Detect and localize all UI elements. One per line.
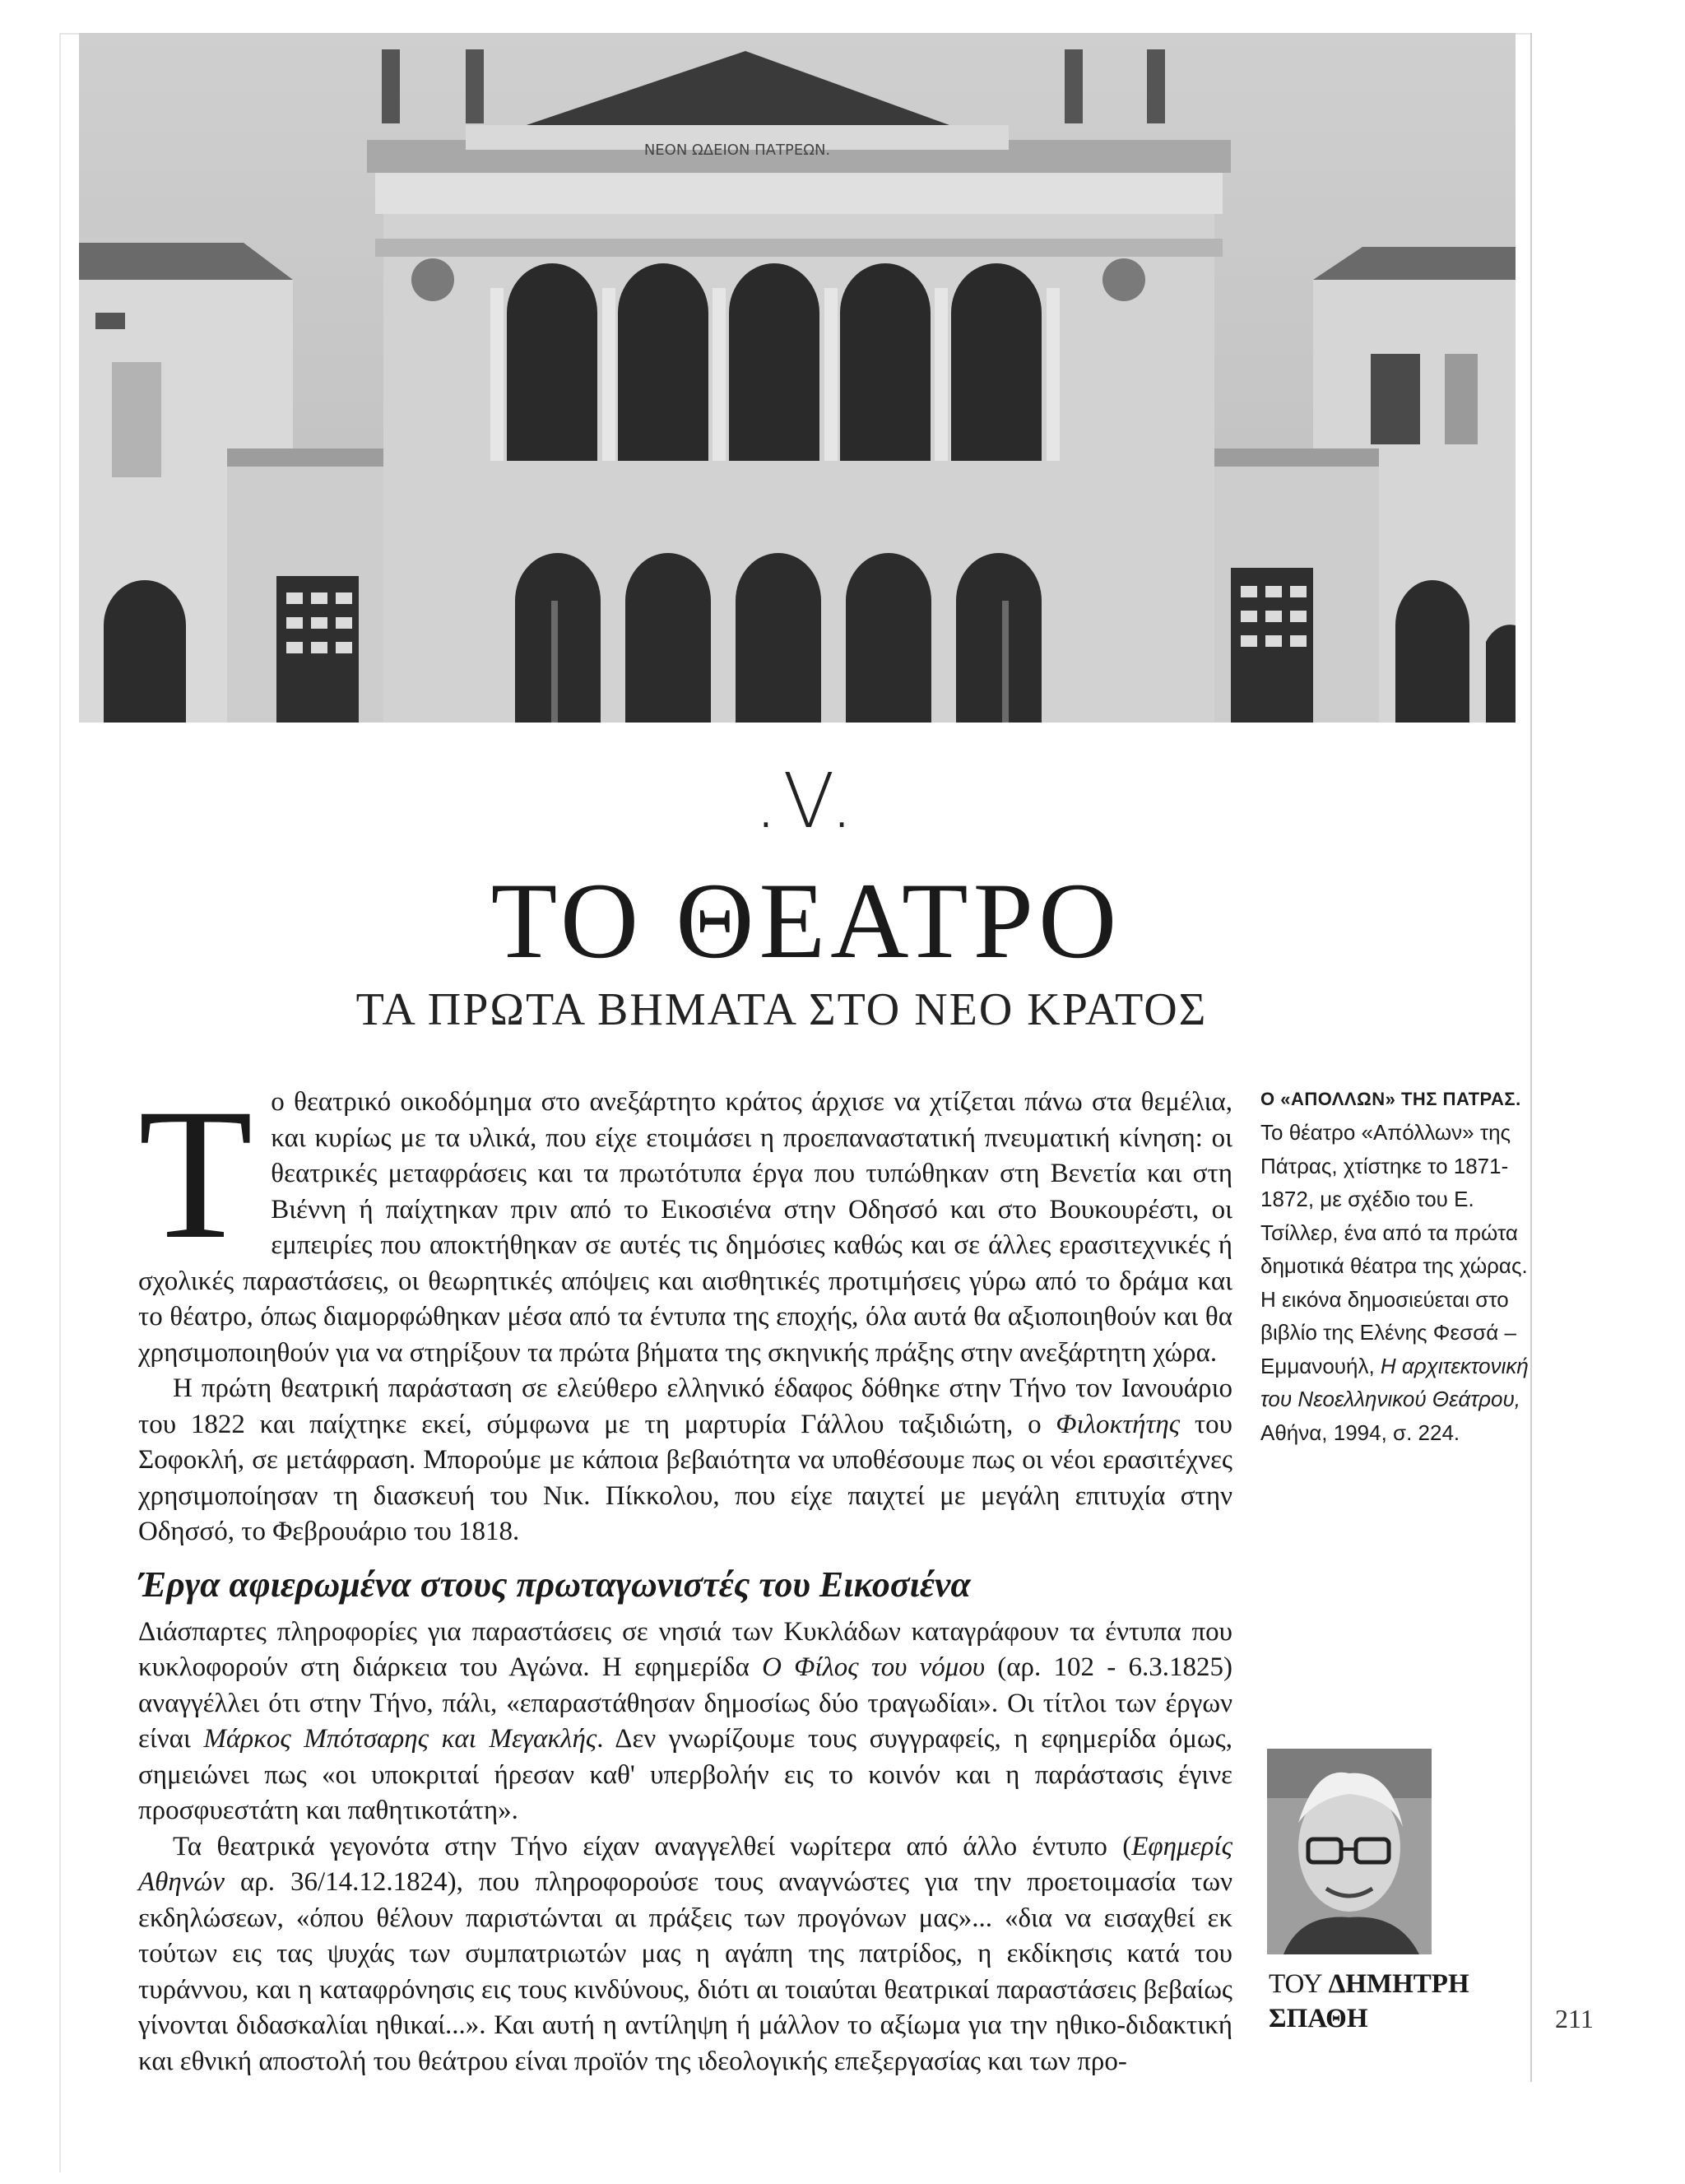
text-run: αρ. 36/14.12.1824), που πληροφορούσε τους αναγνώστες για την προετοιμασία των εκδηλώσεων, «όπου θέλουν παριστώνται αι πράξεις των προγόνων μας»... «δια να εισαχθεί εκ τούτων εις τας ψυχάς των συμπατριωτών μας η αγάπη της πατρίδος, η εκδίκησις κατά του τυράννου, και η καταφρόνησις εις τους κινδύνους, διότι αι τοιαύται θεατρικαί παραστάσεις βεβαίως γίνονται διδασκαλίαι ηθικαί...». Και αυτή η αντίληψη ή μάλλον το αξίωμα για την ηθικο-διδακτική και εθνική αποστολή του θεάτρου είναι προϊόν της ιδεολογικής επεξεργασίας και των προ- bbox=[138, 1867, 1232, 2076]
chapter-number: .V. bbox=[754, 757, 859, 845]
caption-heading: Ο «ΑΠΟΛΛΩΝ» ΤΗΣ ΠΑΤΡΑΣ. bbox=[1260, 1089, 1521, 1109]
page-frame-left bbox=[59, 33, 61, 2172]
caption-source-title: Η αρχιτεκτονική του Νεοελληνικού Θεάτρου, bbox=[1260, 1353, 1529, 1411]
paragraph-first-performance bbox=[138, 1371, 1232, 1550]
author-last-name: ΣΠΑΘΗ bbox=[1269, 2004, 1368, 2033]
newspaper-title: Ο Φίλος του νόμου bbox=[762, 1652, 986, 1682]
work-title: Φιλοκτήτης bbox=[1056, 1409, 1181, 1439]
caption-source-rest: Αθήνα, 1994, σ. 224. bbox=[1260, 1420, 1460, 1445]
page-number: 211 bbox=[1555, 2004, 1594, 2033]
newspaper-title: Εφημερίς Αθηνών bbox=[138, 1831, 1232, 1897]
section-heading: Έργα αφιερωμένα στους πρωταγωνιστές του Εικοσιένα bbox=[138, 1564, 971, 1605]
paragraph-tinos bbox=[138, 1829, 1232, 2080]
author-prefix: ΤΟΥ bbox=[1269, 1969, 1329, 1999]
text-run: Η πρώτη θεατρική παράσταση σε ελεύθερο ελληνικό έδαφος δόθηκε στην Τήνο τον Ιανουάριο του 1822 και παίχτηκε εκεί, σύμφωνα με τη μαρτυρία Γάλλου ταξιδιώτη, ο bbox=[138, 1373, 1232, 1439]
paragraph-intro bbox=[138, 1071, 1232, 1371]
text-run: (αρ. 102 - 6.3.1825) αναγγέλλει ότι στην Τήνο, πάλι, «επαραστάθησαν δημοσίως δύο τραγωδίαι». Οι τίτλοι των έργων είναι bbox=[138, 1652, 1232, 1754]
author-byline bbox=[1269, 1967, 1516, 2036]
text-run: Διάσπαρτες πληροφορίες για παραστάσεις σε νησιά των Κυκλάδων καταγράφουν τα έντυπα που κυκλοφορούν στη διάρκεια του Αγώνα. Η εφημερίδα bbox=[138, 1616, 1232, 1682]
page-frame-right bbox=[1530, 33, 1532, 2082]
facade-inscription: ΝΕΟΝ ΩΔΕΙΟΝ ΠΑΤΡΕΩΝ. bbox=[643, 142, 831, 159]
text-run: Τα θεατρικά γεγονότα στην Τήνο είχαν αναγγελθεί νωρίτερα από άλλο έντυπο ( bbox=[173, 1831, 1132, 1861]
author-portrait bbox=[1267, 1749, 1432, 1954]
text-run: του Σοφοκλή, σε μετάφραση. Μπορούμε με κάποια βεβαιότητα να υποθέσουμε πως οι νέοι ερασιτέχνες χρησιμοποίησαν τη διασκευή του Νικ. Πίκκολου, που είχε παιχτεί με μεγάλη επιτυχία στην Οδησσό, το Φεβρουάριο του 1818. bbox=[138, 1409, 1232, 1546]
paragraph-intro-text: ο θεατρικό οικοδόμημα στο ανεξάρτητο κράτος άρχισε να χτίζεται πάνω στα θεμέλια, και κυρίως με τα υλικά, που είχε ετοιμάσει η προεπαναστατική πνευματική κίνηση: οι θεατρικές μεταφράσεις και τα πρωτότυπα έργα που τυπώθηκαν στη Βενετία και στη Βιέννη ή παίχτηκαν πριν από το Εικοσιένα στην Οδησσό και στο Βουκουρέστι, οι εμπειρίες που αποκτήθηκαν σε αυτές τις δημόσιες καθώς και σε άλλες ερασιτεχνικές ή σχολικές παραστάσεις, οι θεωρητικές απόψεις και αισθητικές προτιμήσεις γύρω από το δράμα και το θέατρο, όπως διαμορφώθηκαν μέσα από τα έντυπα της εποχής, όλα αυτά θα αξιοποιηθούν και θα χρησιμοποιηθούν για να στηρίξουν τα πρώτα βήματα της σκηνικής πράξης στην ανεξάρτητη χώρα. bbox=[138, 1087, 1232, 1368]
caption-text: Το θέατρο «Απόλλων» της Πάτρας, χτίστηκε το 1871-1872, με σχέδιο του Ε. Τσίλλερ, ένα από τα πρώτα δημοτικά θέατρα της χώρας. Η εικόνα δημοσιεύεται στο βιβλίο της Ελένης Φεσσά – Εμμανουήλ, bbox=[1260, 1120, 1528, 1378]
drop-cap: Τ bbox=[138, 1071, 253, 1278]
paragraph-cyclades bbox=[138, 1615, 1232, 1829]
chapter-subtitle: ΤΑ ΠΡΩΤΑ ΒΗΜΑΤΑ ΣΤΟ ΝΕΟ ΚΡΑΤΟΣ bbox=[355, 984, 1208, 1035]
article-body bbox=[138, 1071, 1233, 2079]
theatre-facade-photo bbox=[79, 33, 1516, 723]
text-run: . Δεν γνωρίζουμε τους συγγραφείς, η εφημερίδα όμως, σημειώνει πως «οι υποκριταί ήρεσαν καθ' υπερβολήν εις το κοινόν και η παράστασις έγινε προσφυεστάτη και παθητικοτάτη». bbox=[138, 1724, 1233, 1825]
photo-caption bbox=[1260, 1083, 1532, 1449]
chapter-title: ΤΟ ΘΕΑΤΡΟ bbox=[490, 860, 1122, 981]
author-first-name: ΔΗΜΗΤΡΗ bbox=[1328, 1969, 1469, 1999]
work-title: Μάρκος Μπότσαρης και Μεγακλής bbox=[203, 1724, 597, 1754]
